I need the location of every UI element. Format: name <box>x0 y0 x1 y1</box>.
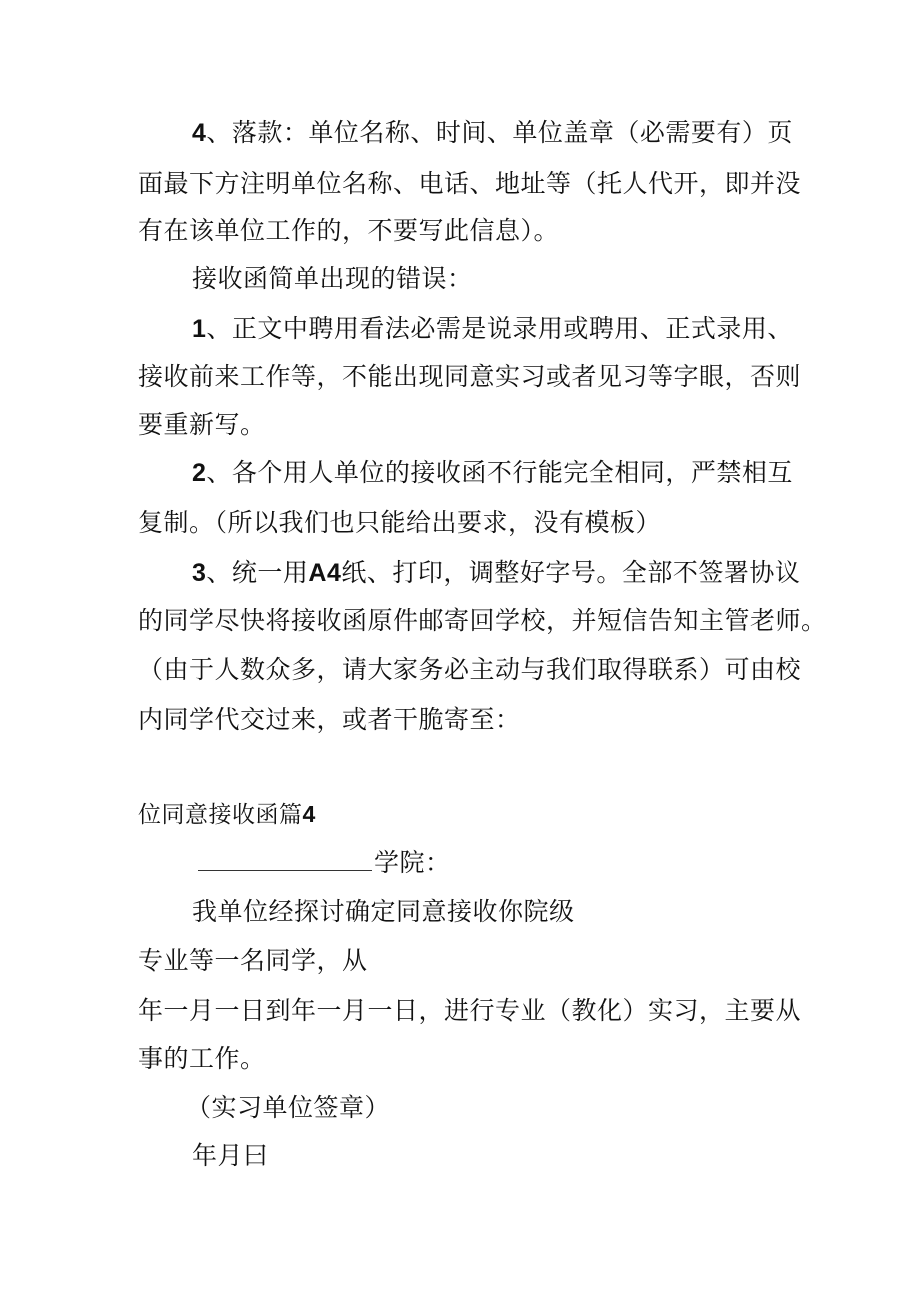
paragraph-4-line-1: 4、落款：单位名称、时间、单位盖章（必需要有）页 <box>192 118 793 147</box>
paper-size: A4 <box>308 559 342 587</box>
paragraph-3-line-1: 3、统一用A4纸、打印，调整好字号。全部不签署协议 <box>192 558 801 587</box>
letter-line-4: 事的工作。 <box>138 1044 266 1073</box>
paragraph-1-line-3: 要重新写。 <box>138 410 266 439</box>
paragraph-1-line-2: 接收前来工作等，不能出现同意实习或者见习等字眼，否则 <box>138 362 802 391</box>
paragraph-1-line-1: 1、正文中聘用看法必需是说录用或聘用、正式录用、 <box>192 314 793 343</box>
section-heading: 位同意接收函篇4 <box>138 801 316 828</box>
item-number: 2 <box>192 459 207 487</box>
paragraph-4-line-3: 有在该单位工作的，不要写此信息）。 <box>138 216 560 245</box>
paragraph-4-line-2: 面最下方注明单位名称、电话、地址等（托人代开，即并没 <box>138 169 802 198</box>
item-number: 3 <box>192 559 207 587</box>
item-number: 4 <box>192 119 207 147</box>
letter-line-3: 年一月一日到年一月一日，进行专业（教化）实习，主要从 <box>138 996 802 1025</box>
paragraph-3-line-3: （由于人数众多，请大家务必主动与我们取得联系）可由校 <box>138 655 802 684</box>
seal-line: （实习单位签章） <box>186 1093 391 1122</box>
item-number: 1 <box>192 315 207 343</box>
letter-line-2: 专业等一名同学，从 <box>138 946 368 975</box>
heading-number: 4 <box>302 801 316 827</box>
college-blank <box>198 848 372 871</box>
letter-line-1: 我单位经探讨确定同意接收你院级 <box>192 897 575 926</box>
paragraph-3-line-2: 的同学尽快将接收函原件邮寄回学校，并短信告知主管老师。 <box>138 606 827 635</box>
paragraph-3-line-4: 内同学代交过来，或者干脆寄至： <box>138 705 521 734</box>
college-line: 学院： <box>198 848 451 878</box>
errors-intro: 接收函简单出现的错误： <box>192 264 473 293</box>
date-line: 年月曰 <box>192 1141 269 1170</box>
paragraph-2-line-1: 2、各个用人单位的接收函不行能完全相同，严禁相互 <box>192 458 793 487</box>
paragraph-2-line-2: 复制。（所以我们也只能给出要求，没有模板） <box>138 508 662 537</box>
